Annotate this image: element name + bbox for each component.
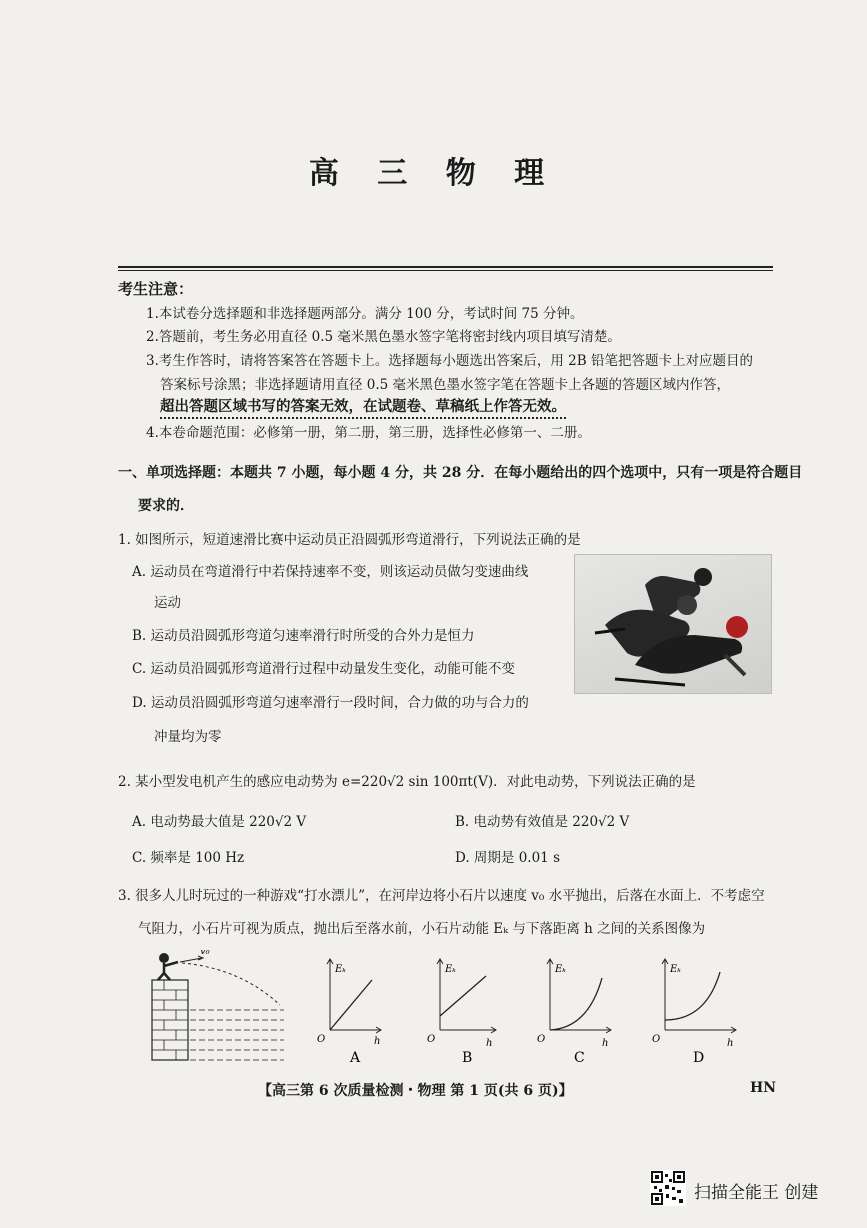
- graph-a: [317, 959, 381, 1066]
- graph-c-ylabel: Eₖ: [555, 964, 566, 975]
- speed-skating-photo: [574, 554, 772, 694]
- graph-d-label: D: [693, 1050, 705, 1066]
- q3-figures: [150, 950, 750, 1070]
- graph-c-origin: O: [537, 1034, 546, 1045]
- q2-option-d: D. 周期是 0.01 s: [455, 850, 560, 866]
- notice-emphasis: 超出答题区域书写的答案无效，在试题卷、草稿纸上作答无效。: [160, 398, 566, 419]
- q1-stem: 1. 如图所示，短道速滑比赛中运动员正沿圆弧形弯道滑行，下列说法正确的是: [118, 532, 581, 548]
- graph-b-xlabel: h: [486, 1038, 493, 1049]
- graph-c-label: C: [574, 1050, 585, 1066]
- q1-option-c: C. 运动员沿圆弧形弯道滑行过程中动量发生变化，动能可能不变: [132, 661, 515, 677]
- page-footer: 【高三第 6 次质量检测・物理 第 1 页(共 6 页)】: [258, 1083, 573, 1099]
- qr-code-icon: [650, 1170, 686, 1206]
- q3-stem: 3. 很多人儿时玩过的一种游戏“打水漂儿”，在河岸边将小石片以速度 v₀ 水平抛出，后落在水面上．不考虑空: [118, 888, 765, 904]
- graph-a-label: A: [350, 1050, 361, 1066]
- watermark-text: 扫描全能王 创建: [694, 1183, 819, 1203]
- title-rule: [118, 266, 773, 268]
- q2-option-c: C. 频率是 100 Hz: [132, 850, 245, 866]
- q2-stem: 2. 某小型发电机产生的感应电动势为 e=220√2 sin 100πt(V)．对此电动势，下列说法正确的是: [118, 774, 696, 790]
- notice-line: 3.考生作答时，请将答案答在答题卡上。选择题每小题选出答案后，用 2B 铅笔把答题卡上对应题目的: [146, 353, 753, 369]
- graph-c-xlabel: h: [602, 1038, 609, 1049]
- notice-line: 2.答题前，考生务必用直径 0.5 毫米黑色墨水签字笔将密封线内项目填写清楚。: [146, 329, 621, 345]
- section-heading: 一、单项选择题：本题共 7 小题，每小题 4 分，共 28 分．在每小题给出的四个选项中，只有一项是符合题目: [118, 465, 803, 481]
- q3-stem-cont: 气阻力，小石片可视为质点，抛出后至落水前，小石片动能 Eₖ 与下落距离 h 之间的关系图像为: [138, 921, 706, 937]
- graph-d: [652, 959, 736, 1066]
- graph-c: [537, 959, 611, 1066]
- footer-code: HN: [750, 1080, 777, 1096]
- q2-option-b: B. 电动势有效值是 220√2 V: [455, 814, 630, 830]
- graph-d-origin: O: [652, 1034, 661, 1045]
- section-heading-cont: 要求的．: [138, 498, 194, 514]
- graph-b-label: B: [462, 1050, 473, 1066]
- graph-a-origin: O: [317, 1034, 326, 1045]
- notice-line: 4.本卷命题范围：必修第一册，第二册，第三册，选择性必修第一、二册。: [146, 425, 591, 441]
- graph-d-xlabel: h: [727, 1038, 734, 1049]
- notice-line: 答案标号涂黑；非选择题请用直径 0.5 毫米黑色墨水签字笔在答题卡上各题的答题区域内作答，: [160, 377, 731, 393]
- q2-option-a: A. 电动势最大值是 220√2 V: [132, 814, 307, 830]
- graph-b-ylabel: Eₖ: [445, 964, 456, 975]
- graph-b-origin: O: [427, 1034, 436, 1045]
- q1-option-a-cont: 运动: [154, 595, 181, 611]
- v0-label: v₀: [200, 950, 210, 957]
- title-rule-thin: [118, 270, 773, 271]
- notice-line: 1.本试卷分选择题和非选择题两部分。满分 100 分，考试时间 75 分钟。: [146, 306, 584, 322]
- graph-d-ylabel: Eₖ: [670, 964, 681, 975]
- notice-heading: 考生注意：: [118, 280, 194, 298]
- q1-option-b: B. 运动员沿圆弧形弯道匀速率滑行时所受的合外力是恒力: [132, 628, 475, 644]
- scanner-watermark: [650, 1170, 850, 1210]
- graph-b: [427, 959, 496, 1066]
- q1-option-d: D. 运动员沿圆弧形弯道匀速率滑行一段时间，合力做的功与合力的: [132, 695, 529, 711]
- q1-option-d-cont: 冲量均为零: [154, 729, 222, 745]
- brick-wall-illustration: [152, 950, 284, 1060]
- q1-option-a: A. 运动员在弯道滑行中若保持速率不变，则该运动员做匀变速曲线: [132, 564, 529, 580]
- page-title: 高 三 物 理: [308, 156, 559, 191]
- graph-a-ylabel: Eₖ: [335, 964, 346, 975]
- graph-a-xlabel: h: [374, 1036, 381, 1047]
